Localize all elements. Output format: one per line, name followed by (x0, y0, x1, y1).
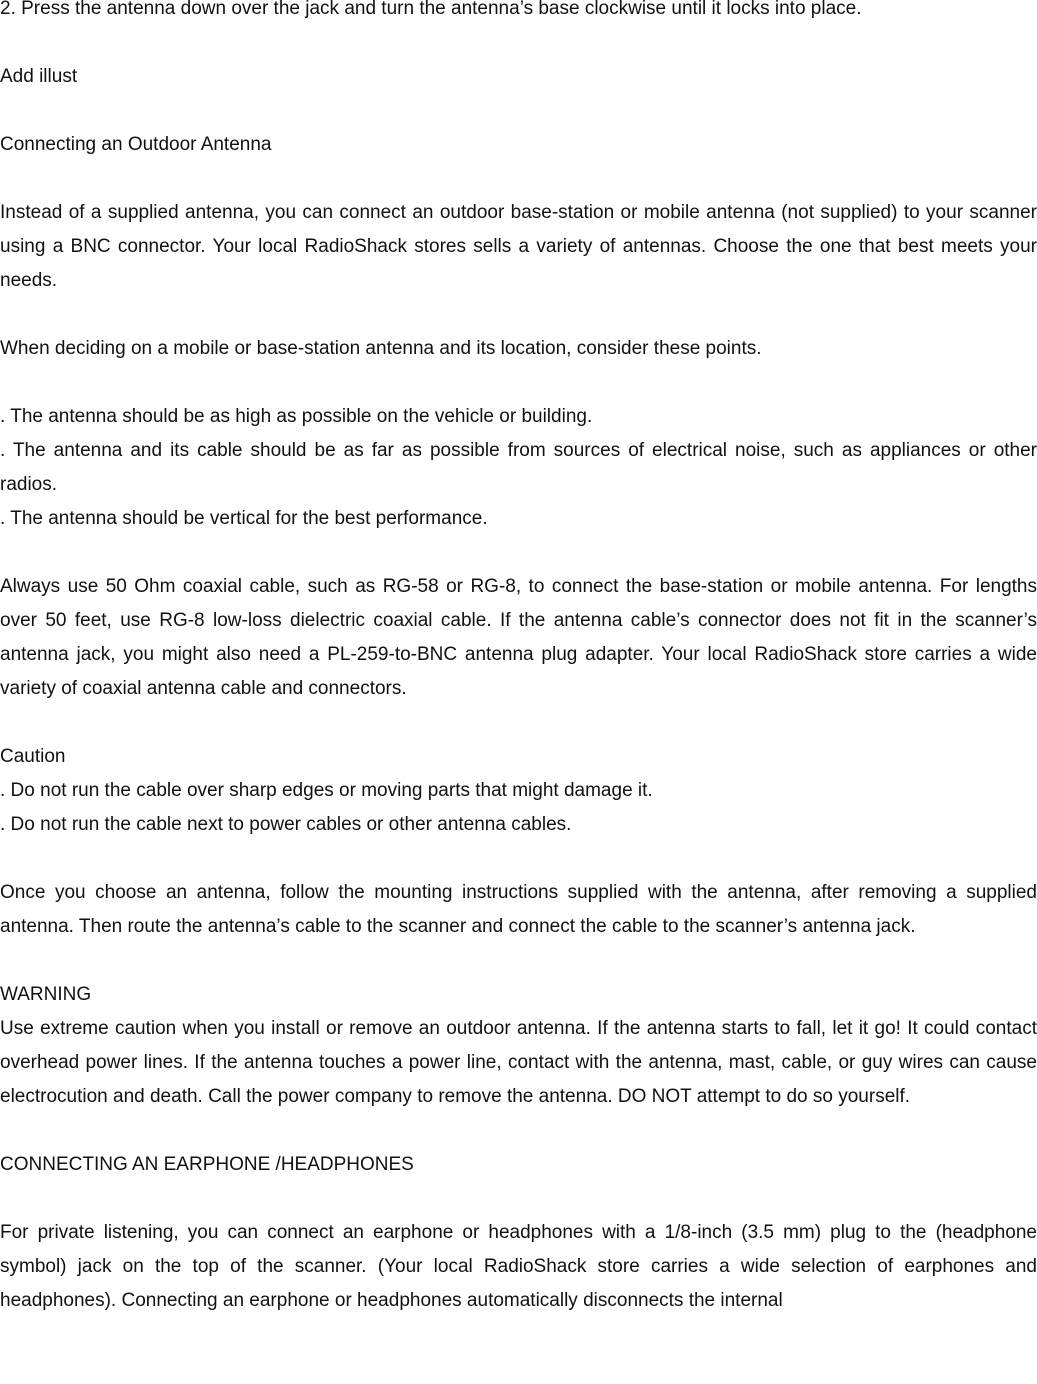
spacer (0, 366, 1037, 400)
warning-text: Use extreme caution when you install or remove an outdoor antenna. If the antenna starts to fall, let it go! It could contact overhead power lines. If the antenna touches a power line, contact with the antenna, mast, cable, or guy wires can cause electrocution and death. Call the power company to remove the antenna. DO NOT attempt to do so yourself. (0, 1018, 1037, 1107)
mounting-paragraph: Once you choose an antenna, follow the mounting instructions supplied with the antenna, after removing a supplied antenna. Then route the antenna’s cable to the scanner and connect the cable to the scanner’s antenna jack. (0, 882, 1037, 937)
spacer (0, 298, 1037, 332)
warning-title: WARNING (0, 984, 92, 1005)
intro-paragraph: Instead of a supplied antenna, you can connect an outdoor base-station or mobile antenna (not supplied) to your scanner using a BNC connector. Your local RadioShack stores sells a variety of antennas. Choose the one that best meets your needs. (0, 202, 1037, 291)
deciding-paragraph: When deciding on a mobile or base-station antenna and its location, consider these points. (0, 338, 762, 359)
spacer (0, 842, 1037, 876)
spacer (0, 1114, 1037, 1148)
editor-note: Add illust (0, 66, 78, 87)
caution-title: Caution (0, 746, 66, 767)
spacer (0, 162, 1037, 196)
spacer (0, 944, 1037, 978)
spacer (0, 536, 1037, 570)
point-item: . The antenna and its cable should be as far as possible from sources of electrical noise, such as appliances or other radios. (0, 440, 1037, 495)
step-2-text: 2. Press the antenna down over the jack and turn the antenna’s base clockwise until it locks into place. (0, 0, 862, 19)
spacer (0, 1182, 1037, 1216)
section-heading-earphone: CONNECTING AN EARPHONE /HEADPHONES (0, 1154, 414, 1175)
private-listening-paragraph: For private listening, you can connect an earphone or headphones with a 1/8-inch (3.5 mm) plug to the (headphone symbol) jack on the top of the scanner. (Your local RadioShack store carries a wide selection of earphones and headphones). Connecting an earphone or headphones automatically disconnects the internal (0, 1222, 1037, 1311)
caution-item: . Do not run the cable next to power cables or other antenna cables. (0, 814, 572, 835)
coax-paragraph: Always use 50 Ohm coaxial cable, such as RG-58 or RG-8, to connect the base-station or mobile antenna. For lengths over 50 feet, use RG-8 low-loss dielectric coaxial cable. If the antenna cable’s connector does not fit in the scanner’s antenna jack, you might also need a PL-259-to-BNC antenna plug adapter. Your local RadioShack store carries a wide variety of coaxial antenna cable and connectors. (0, 576, 1037, 699)
caution-item: . Do not run the cable over sharp edges or moving parts that might damage it. (0, 780, 653, 801)
spacer (0, 26, 1037, 60)
point-item: . The antenna should be vertical for the best performance. (0, 508, 488, 529)
point-item: . The antenna should be as high as possible on the vehicle or building. (0, 406, 593, 427)
spacer (0, 94, 1037, 128)
spacer (0, 706, 1037, 740)
section-heading-outdoor-antenna: Connecting an Outdoor Antenna (0, 134, 272, 155)
